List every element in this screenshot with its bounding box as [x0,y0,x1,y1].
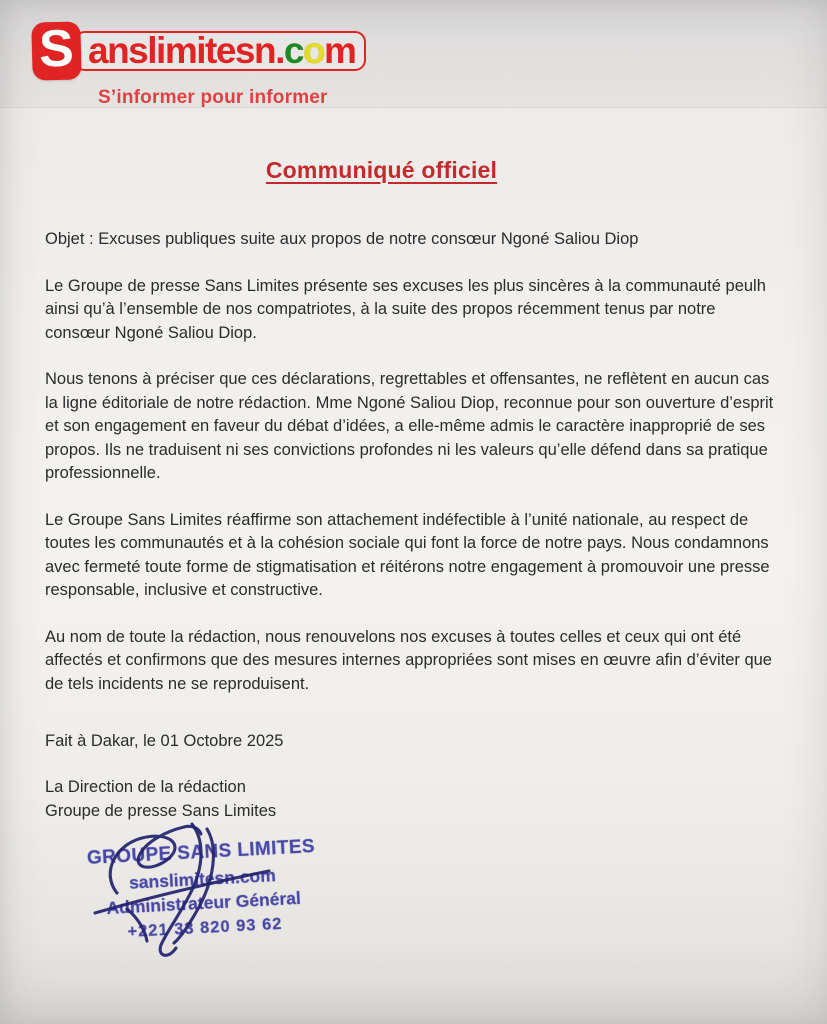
title-row [0,149,795,186]
stamp-org-name: GROUPE SANS LIMITES [86,835,316,869]
stamp-role: Administrateur Général [106,887,302,918]
handwritten-signature [87,821,302,966]
paragraph-commitment: Le Groupe Sans Limites réaffirme son attachement indéfectible à l’unité nationale, au respect de toutes les communautés et à la cohésion sociale qui font la force de notre pays. Nous condamnons avec fermeté toute forme de stigmatisation et réitérons notre engagement à promouvoir une presse responsable, inclusive et constructive. [45,510,770,599]
closing-block [45,775,782,823]
date-line: Fait à Dakar, le 01 Octobre 2025 [45,732,284,750]
logo-initial-badge: S [31,21,82,80]
document-title: Communiqué officiel [265,157,498,183]
letter-body [0,228,827,965]
logo-wordmark-letter-o: o [302,29,325,71]
logo-wordmark [74,31,366,71]
closing-line-group: Groupe de presse Sans Limites [45,801,277,820]
stamp-phone: +221 33 820 93 62 [127,913,283,940]
paragraph-apology: Le Groupe de presse Sans Limites présente ses excuses les plus sincères à la communauté peulh ainsi qu’à l’ensemble de nos compatriotes, à la suite des propos récemment tenus par notre consœur Ngoné Saliou Diop. [45,276,766,342]
letterhead [0,0,827,109]
subject-line: Objet : Excuses publiques suite aux propos de notre consœur Ngoné Saliou Diop [45,230,639,248]
logo-wordmark-letter-m: m [324,29,356,71]
stamp-and-signature-area [45,835,782,965]
paragraph-clarification: Nous tenons à préciser que ces déclarations, regrettables et offensantes, ne reflètent en aucun cas la ligne éditoriale de notre rédaction. Mme Ngoné Saliou Diop, reconnue pour son ouverture d’esprit et son engagement en faveur du débat d’idées, a elle-même admis le caractère inapproprié de ses propos. Ils ne traduisent ni ses convictions profondes ni les valeurs qu’elle défend dans sa pratique professionnelle. [45,370,774,482]
logo-wordmark-main: anslimitesn. [88,29,284,71]
stamp-website: sanslimitesn.com [128,864,277,892]
logo-tagline: S’informer pour informer [98,87,328,108]
paragraph-measures: Au nom de toute la rédaction, nous renouvelons nos excuses à toutes celles et ceux qui ont été affectés et confirmons que des mesures internes appropriées sont mises en œuvre afin d’éviter que de tels incidents ne se reproduisent. [45,627,772,693]
closing-line-direction: La Direction de la rédaction [45,777,246,796]
site-logo [32,19,827,80]
logo-wordmark-letter-c: c [283,29,303,71]
